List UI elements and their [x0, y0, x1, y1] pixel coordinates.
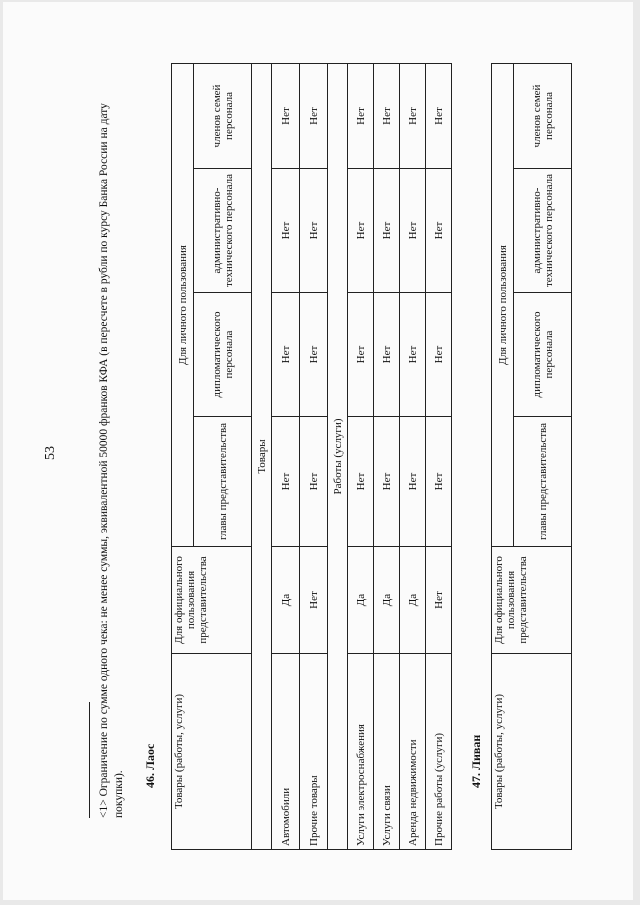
- cell-head: Нет: [426, 417, 452, 547]
- row-label: Услуги электроснабжения: [348, 654, 374, 850]
- cell-admin: Нет: [374, 169, 400, 293]
- row-label: Прочие работы (услуги): [426, 654, 452, 850]
- cell-admin: Нет: [400, 169, 426, 293]
- header-personal: Для личного пользования: [172, 63, 194, 546]
- row-label: Услуги связи: [374, 654, 400, 850]
- cell-admin: Нет: [272, 169, 300, 293]
- cell-diplomatic: Нет: [272, 293, 300, 417]
- cell-official: Нет: [426, 547, 452, 654]
- cell-official: Да: [400, 547, 426, 654]
- table-row: [400, 63, 426, 849]
- header-family: членов семей персонала: [514, 63, 572, 168]
- header-admin: административно-технического персонала: [514, 169, 572, 293]
- cell-diplomatic: Нет: [426, 293, 452, 417]
- header-family: членов семей персонала: [194, 63, 252, 168]
- cell-official: Да: [374, 547, 400, 654]
- cell-diplomatic: Нет: [300, 293, 328, 417]
- table-row: [426, 63, 452, 849]
- cell-official: Да: [348, 547, 374, 654]
- laos-table: [171, 63, 452, 850]
- row-label: Автомобили: [272, 654, 300, 850]
- header-goods: Товары (работы, услуги): [172, 654, 252, 850]
- document-page: [3, 2, 633, 900]
- cell-family: Нет: [272, 63, 300, 168]
- table-row: [374, 63, 400, 849]
- header-head: главы представительства: [514, 417, 572, 547]
- cell-family: Нет: [348, 63, 374, 168]
- cell-official: Нет: [300, 547, 328, 654]
- table-row: [300, 63, 328, 849]
- cell-family: Нет: [300, 63, 328, 168]
- footnote-separator: [89, 702, 90, 818]
- header-head: главы представительства: [194, 417, 252, 547]
- footnote: <1> Ограничение по сумме одного чека: не менее суммы, эквивалентной 50000 франков КФА (в пересчете в рубли по курсу Банка России на дату покупки).: [98, 103, 125, 818]
- cell-diplomatic: Нет: [400, 293, 426, 417]
- table-row: [348, 63, 374, 849]
- cell-admin: Нет: [300, 169, 328, 293]
- header-official: Для официального пользования представительства: [492, 547, 572, 654]
- row-label: Аренда недвижимости: [400, 654, 426, 850]
- row-label: Прочие товары: [300, 654, 328, 850]
- cell-head: Нет: [300, 417, 328, 547]
- cell-official: Да: [272, 547, 300, 654]
- header-admin: административно-технического персонала: [194, 169, 252, 293]
- group-works: Работы (услуги): [328, 63, 348, 849]
- table-row: [272, 63, 300, 849]
- section-title-lebanon: 47. Ливан: [469, 734, 483, 788]
- cell-admin: Нет: [426, 169, 452, 293]
- group-goods: Товары: [252, 63, 272, 849]
- cell-family: Нет: [426, 63, 452, 168]
- cell-diplomatic: Нет: [374, 293, 400, 417]
- page-number: 53: [43, 446, 58, 460]
- cell-head: Нет: [400, 417, 426, 547]
- lebanon-table: [491, 63, 572, 850]
- cell-head: Нет: [374, 417, 400, 547]
- cell-family: Нет: [374, 63, 400, 168]
- cell-diplomatic: Нет: [348, 293, 374, 417]
- header-official: Для официального пользования представительства: [172, 547, 252, 654]
- cell-head: Нет: [348, 417, 374, 547]
- section-title-laos: 46. Лаос: [143, 743, 157, 788]
- cell-family: Нет: [400, 63, 426, 168]
- rotated-page-content: [3, 2, 633, 900]
- header-diplomatic: дипломатического персонала: [194, 293, 252, 417]
- header-personal: Для личного пользования: [492, 63, 514, 546]
- header-goods: Товары (работы, услуги): [492, 654, 572, 850]
- cell-admin: Нет: [348, 169, 374, 293]
- header-diplomatic: дипломатического персонала: [514, 293, 572, 417]
- cell-head: Нет: [272, 417, 300, 547]
